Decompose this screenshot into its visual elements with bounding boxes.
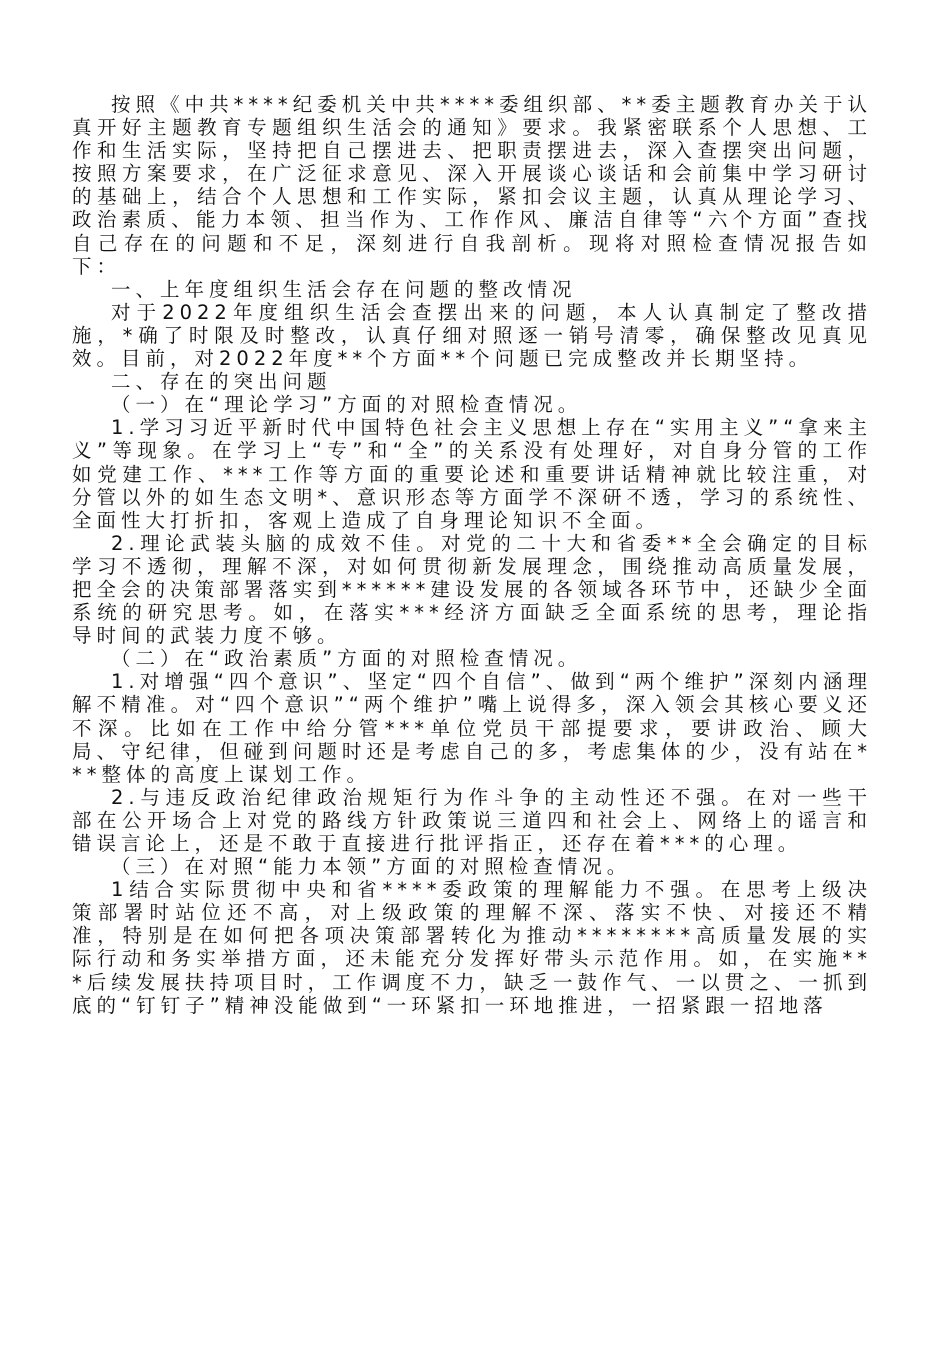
theory-item-2: 2.理论武装头脑的成效不佳。对党的二十大和省委**全会确定的目标学习不透彻，理解不深，对如何贯彻新发展理念，围绕推动高质量发展，把全会的决策部署落实到******建设发展的各领域各环节中，还缺少全面系统的研究思考。如，在落实***经济方面缺乏全面系统的思考，理论指导时间的武装力度不够。: [72, 531, 872, 648]
politics-item-2: 2.与违反政治纪律政治规矩行为作斗争的主动性还不强。在对一些干部在公开场合上对党的路线方针政策说三道四和社会上、网络上的谣言和错误言论上，还是不敢于直接进行批评指正，还存在着***的心理。: [72, 785, 872, 855]
document-body: [72, 93, 872, 1017]
section-heading-1: 一、上年度组织生活会存在问题的整改情况: [111, 277, 577, 301]
politics-item-1: 1.对增强“四个意识”、坚定“四个自信”、做到“两个维护”深刻内涵理解不精准。对“四个意识”“两个维护”嘴上说得多，深入领会其核心要义还不深。比如在工作中给分管***单位党员干部提要求，要讲政治、顾大局、守纪律，但碰到问题时还是考虑自己的多，考虑集体的少，没有站在***整体的高度上谋划工作。: [72, 670, 872, 786]
section-1-paragraph: 对于2022年度组织生活会查摆出来的问题，本人认真制定了整改措施，*确了时限及时整改，认真仔细对照逐一销号清零，确保整改见真见效。目前，对2022年度**个方面**个问题已完成整改并长期坚持。: [72, 300, 872, 371]
subsection-heading-theory: （一）在“理论学习”方面的对照检查情况。: [111, 393, 583, 417]
theory-item-1: 1.学习习近平新时代中国特色社会主义思想上存在“实用主义”“拿来主义”等现象。在学习上“专”和“全”的关系没有处理好，对自身分管的工作如党建工作、***工作等方面的重要论述和重要讲话精神就比较注重，对分管以外的如生态文明*、意识形态等方面学不深研不透，学习的系统性、全面性大打折扣，客观上造成了自身理论知识不全面。: [72, 416, 872, 532]
subsection-heading-ability: （三）在对照“能力本领”方面的对照检查情况。: [111, 855, 632, 879]
intro-paragraph: 按照《中共****纪委机关中共****委组织部、**委主题教育办关于认真开好主题教育专题组织生活会的通知》要求。我紧密联系个人思想、工作和生活实际，坚持把自己摆进去、把职责摆进去，深入查摆突出问题，按照方案要求，在广泛征求意见、深入开展谈心谈话和会前集中学习研讨的基础上，结合个人思想和工作实际，紧扣会议主题，认真从理论学习、政治素质、能力本领、担当作为、工作作风、廉洁自律等“六个方面”查找自己存在的问题和不足，深刻进行自我剖析。现将对照检查情况报告如下：: [72, 93, 872, 278]
section-heading-2: 二、存在的突出问题: [111, 370, 332, 394]
subsection-heading-politics: （二）在“政治素质”方面的对照检查情况。: [111, 647, 583, 671]
ability-item-1: 1结合实际贯彻中央和省****委政策的理解能力不强。在思考上级决策部署时站位还不高，对上级政策的理解不深、落实不快、对接还不精准，特别是在如何把各项决策部署转化为推动********高质量发展的实际行动和务实举措方面，还未能充分发挥好带头示范作用。如，在实施***后续发展扶持项目时，工作调度不力，缺乏一鼓作气、一以贯之、一抓到底的“钉钉子”精神没能做到“一环紧扣一环地推进，一招紧跟一招地落: [72, 878, 872, 1017]
